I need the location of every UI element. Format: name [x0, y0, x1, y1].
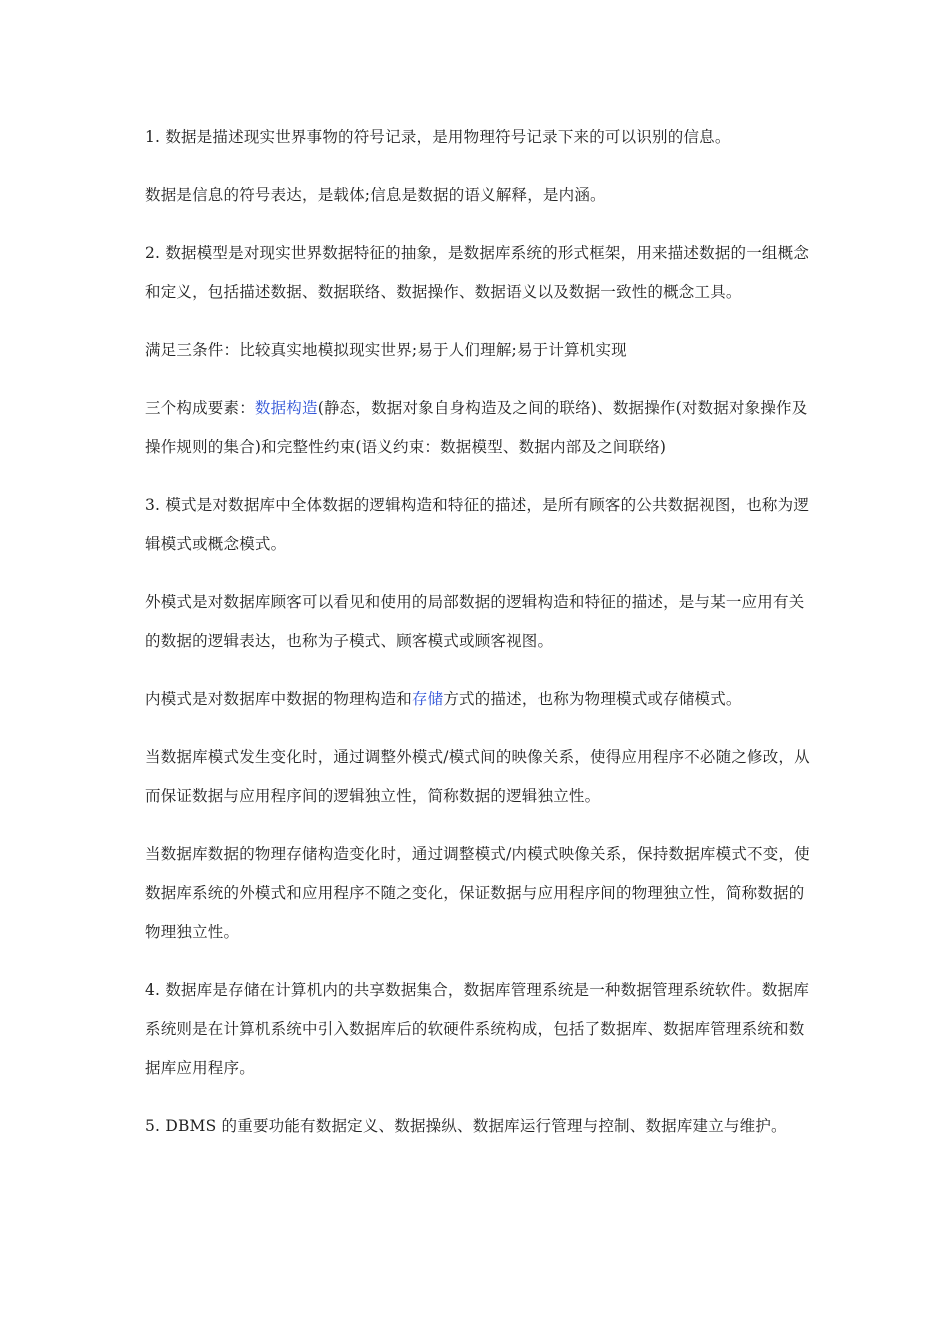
paragraph-data-model: 2. 数据模型是对现实世界数据特征的抽象，是数据库系统的形式框架，用来描述数据的一组概念和定义，包括描述数据、数据联络、数据操作、数据语义以及数据一致性的概念工具。	[145, 244, 810, 301]
paragraph-three-conditions: 满足三条件：比较真实地模拟现实世界;易于人们理解;易于计算机实现	[145, 341, 627, 359]
paragraph-dbms-functions: 5. DBMS 的重要功能有数据定义、数据操纵、数据库运行管理与控制、数据库建立与维护。	[145, 1117, 787, 1135]
paragraph-logical-independence: 当数据库模式发生变化时，通过调整外模式/模式间的映像关系，使得应用程序不必随之修改，从而保证数据与应用程序间的逻辑独立性，简称数据的逻辑独立性。	[145, 748, 810, 805]
document-body	[145, 118, 813, 1165]
paragraph-external-schema: 外模式是对数据库顾客可以看见和使用的局部数据的逻辑构造和特征的描述，是与某一应用有关的数据的逻辑表达，也称为子模式、顾客模式或顾客视图。	[145, 593, 805, 650]
paragraph-schema: 3. 模式是对数据库中全体数据的逻辑构造和特征的描述，是所有顾客的公共数据视图，也称为逻辑模式或概念模式。	[145, 496, 810, 553]
storage-link[interactable]: 存储	[411, 690, 444, 708]
paragraph-three-elements	[145, 389, 813, 467]
three-elements-rest: (静态，数据对象自身构造及之间的联络)、数据操作(对数据对象操作及操作规则的集合)和完整性约束(语义约束：数据模型、数据内部及之间联络)	[145, 399, 808, 456]
data-structure-link[interactable]: 数据构造	[254, 399, 318, 417]
paragraph-data-definition: 1. 数据是描述现实世界事物的符号记录，是用物理符号记录下来的可以识别的信息。	[145, 128, 731, 146]
paragraph-database-system: 4. 数据库是存储在计算机内的共享数据集合，数据库管理系统是一种数据管理系统软件。数据库系统则是在计算机系统中引入数据库后的软硬件系统构成，包括了数据库、数据库管理系统和数据库应用程序。	[145, 981, 810, 1077]
paragraph-internal-schema	[145, 680, 813, 719]
three-elements-prefix: 三个构成要素：	[145, 399, 255, 417]
paragraph-physical-independence: 当数据库数据的物理存储构造变化时，通过调整模式/内模式映像关系，保持数据库模式不变，使数据库系统的外模式和应用程序不随之变化，保证数据与应用程序间的物理独立性，简称数据的物理独立性。	[145, 845, 810, 941]
paragraph-data-vs-information: 数据是信息的符号表达，是载体;信息是数据的语义解释，是内涵。	[145, 186, 606, 204]
internal-schema-rest: 方式的描述，也称为物理模式或存储模式。	[443, 690, 742, 708]
internal-schema-prefix: 内模式是对数据库中数据的物理构造和	[145, 690, 412, 708]
